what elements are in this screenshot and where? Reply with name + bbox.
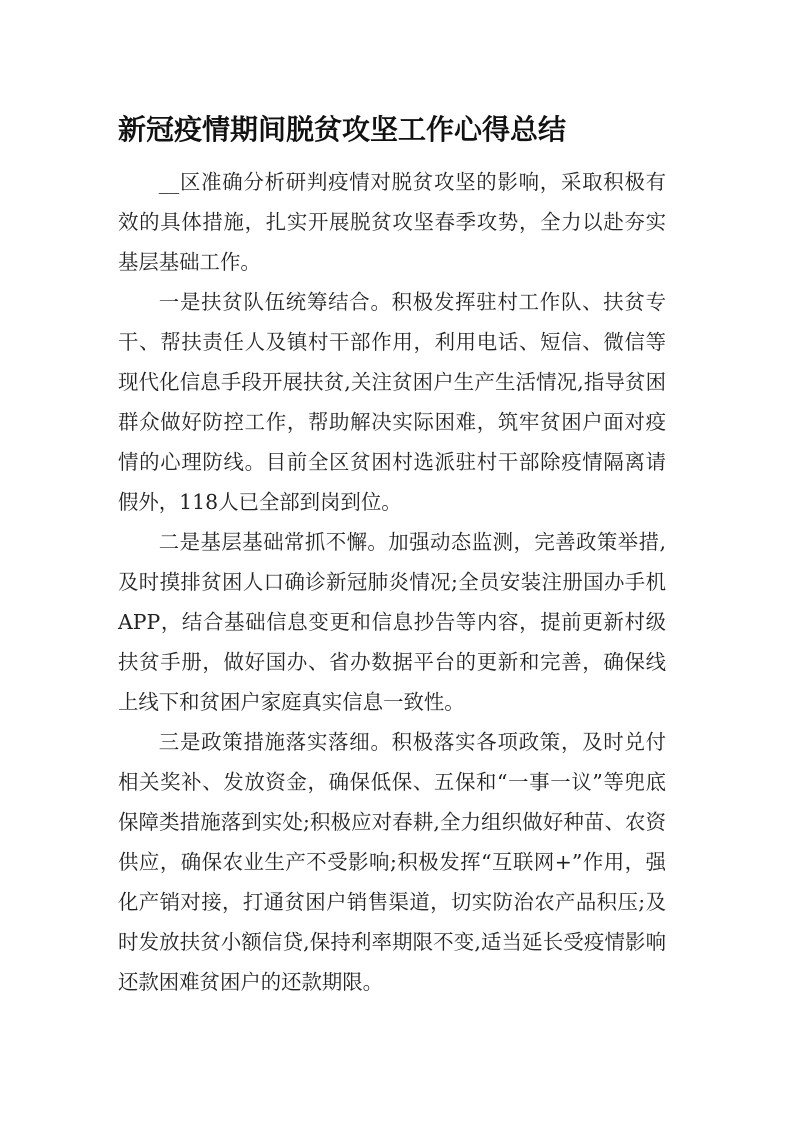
paragraph-intro: __区准确分析研判疫情对脱贫攻坚的影响，采取积极有效的具体措施，扎实开展脱贫攻坚春季攻势，全力以赴夯实基层基础工作。 bbox=[118, 170, 666, 274]
paragraph-policy-measures: 三是政策措施落实落细。积极落实各项政策，及时兑付相关奖补、发放资金，确保低保、五保和“一事一议”等兜底保障类措施落到实处;积极应对春耕,全力组织做好种苗、农资供应，确保农业生产不受影响;积极发挥“互联网+”作用，强化产销对接，打通贫困户销售渠道，切实防治农产品积压;及时发放扶贫小额信贷,保持利率期限不变,适当延长受疫情影响还款困难贫困户的还款期限。 bbox=[118, 730, 666, 994]
paragraph-grassroots: 二是基层基础常抓不懈。加强动态监测，完善政策举措,及时摸排贫困人口确诊新冠肺炎情况;全员安装注册国办手机APP，结合基础信息变更和信息抄告等内容，提前更新村级扶贫手册，做好国办、省办数据平台的更新和完善，确保线上线下和贫困户家庭真实信息一致性。 bbox=[118, 530, 666, 714]
document-title: 新冠疫情期间脱贫攻坚工作心得总结 bbox=[118, 113, 567, 146]
document-body bbox=[118, 162, 666, 1002]
paragraph-poverty-team: 一是扶贫队伍统筹结合。积极发挥驻村工作队、扶贫专干、帮扶责任人及镇村干部作用，利用电话、短信、微信等现代化信息手段开展扶贫,关注贫困户生产生活情况,指导贫困群众做好防控工作，帮助解决实际困难，筑牢贫困户面对疫情的心理防线。目前全区贫困村选派驻村干部除疫情隔离请假外，118人已全部到岗到位。 bbox=[118, 290, 666, 514]
